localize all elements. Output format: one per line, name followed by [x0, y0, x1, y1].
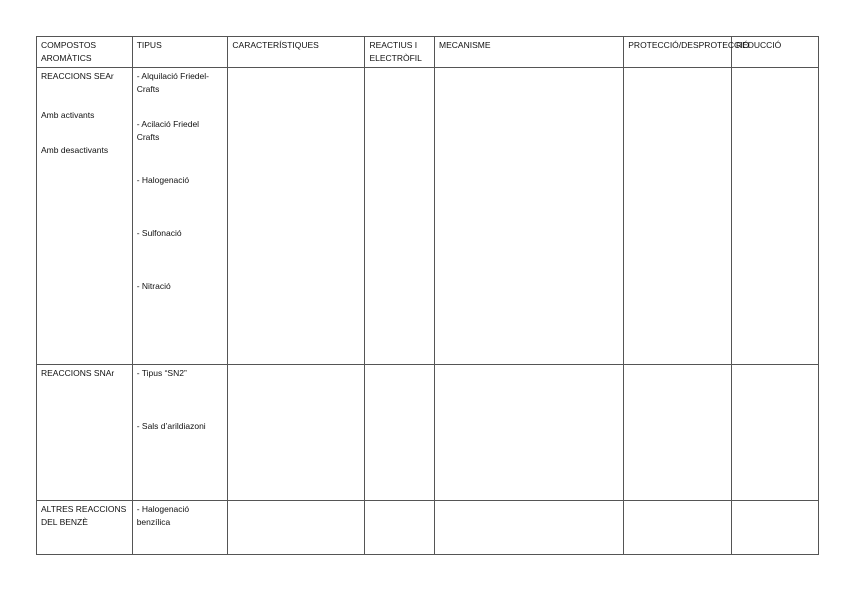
header-tipus: TIPUS — [132, 37, 228, 68]
empty-cell — [365, 68, 435, 365]
empty-cell — [228, 365, 365, 501]
empty-cell — [435, 365, 624, 501]
tipus-item: - Alquilació Friedel-Crafts — [136, 71, 209, 94]
empty-cell — [228, 501, 365, 555]
compost-sub-desactivants: Amb desactivants — [41, 145, 109, 155]
empty-cell — [228, 68, 365, 365]
compost-label: REACCIONS SNAr — [41, 368, 115, 378]
tipus-item: - Sulfonació — [136, 228, 182, 238]
header-proteccio: PROTECCIÓ/DESPROTECCIÓ — [624, 37, 732, 68]
compost-label: ALTRES REACCIONS DEL BENZÈ — [41, 504, 127, 527]
empty-cell — [731, 68, 818, 365]
empty-cell — [731, 501, 818, 555]
compost-label: REACCIONS SEAr — [41, 71, 114, 81]
tipus-item: - Nitració — [136, 281, 171, 291]
tipus-item: - Tipus “SN2” — [136, 368, 187, 378]
header-row — [37, 37, 819, 68]
table-row — [37, 501, 819, 555]
empty-cell — [624, 501, 732, 555]
empty-cell — [365, 365, 435, 501]
empty-cell — [435, 68, 624, 365]
empty-cell — [624, 365, 732, 501]
row-snAr-compost — [37, 365, 133, 501]
tipus-item: - Halogenació benzílica — [136, 504, 190, 527]
row-altres-compost — [37, 501, 133, 555]
empty-cell — [731, 365, 818, 501]
empty-cell — [624, 68, 732, 365]
table-row — [37, 365, 819, 501]
compost-sub-activants: Amb activants — [41, 110, 95, 120]
tipus-item: - Sals d’arildiazoni — [136, 421, 206, 431]
header-reactius: REACTIUS I ELECTRÒFIL — [365, 37, 435, 68]
empty-cell — [435, 501, 624, 555]
table-row — [37, 68, 819, 365]
row-altres-tipus — [132, 501, 228, 555]
header-mecanisme: MECANISME — [435, 37, 624, 68]
header-reduccio: REDUCCIÓ — [731, 37, 818, 68]
reactions-table — [36, 36, 819, 555]
row-seAr-compost — [37, 68, 133, 365]
empty-cell — [365, 501, 435, 555]
header-caracteristiques: CARACTERÍSTIQUES — [228, 37, 365, 68]
header-compostos: COMPOSTOS AROMÀTICS — [37, 37, 133, 68]
row-seAr-tipus — [132, 68, 228, 365]
tipus-item: - Acilació Friedel Crafts — [136, 119, 200, 142]
tipus-item: - Halogenació — [136, 175, 190, 185]
row-snAr-tipus — [132, 365, 228, 501]
